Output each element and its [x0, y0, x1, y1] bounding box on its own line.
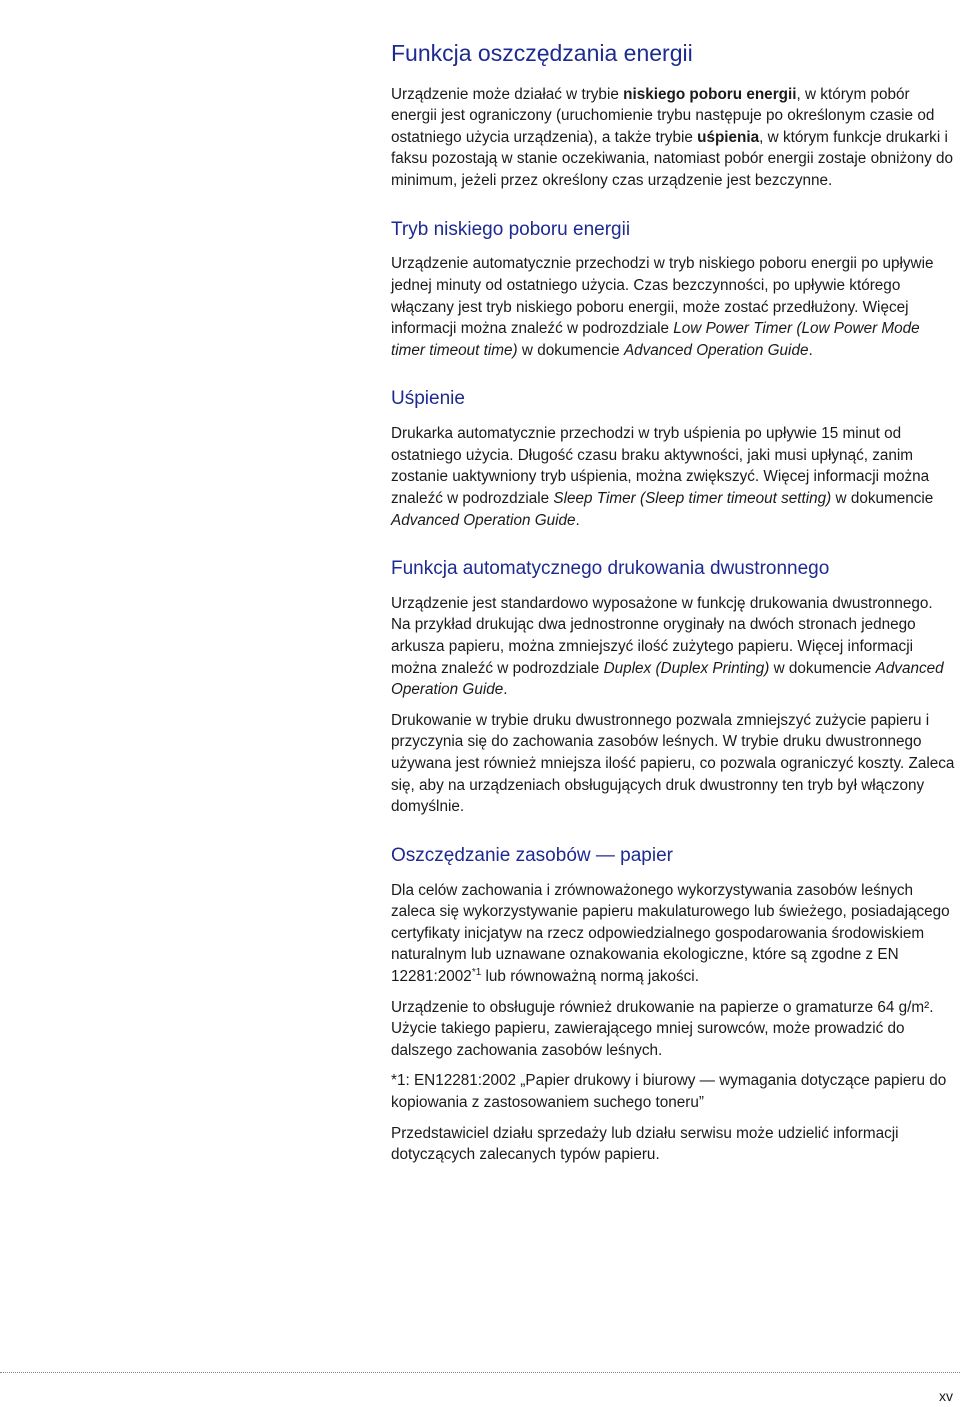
- duplex-text-1: Urządzenie jest standardowo wyposażone w funkcję drukowania dwustronnego. Na przykład drukując dwa jednostronne oryginały na dwóch stronach jednego arkusza papieru, można zmniejszyć ilość zużytego papieru. Więcej informacji można znaleźć w podrozdziale: [391, 594, 933, 677]
- low-power-text-3: .: [808, 341, 813, 359]
- heading-sleep: Uśpienie: [391, 388, 465, 410]
- heading-duplex: Funkcja automatycznego drukowania dwustronnego: [391, 558, 830, 580]
- sleep-ref-title: Sleep Timer (Sleep timer timeout setting): [553, 489, 832, 507]
- low-power-ref-title: Low Power Timer (Low Power Mode timer timeout time): [391, 320, 920, 359]
- sleep-text-1: Drukarka automatycznie przechodzi w tryb uśpienia po upływie 15 minut od ostatniego użycia. Długość czasu braku aktywności, jaki musi upłynąć, zanim zostanie uaktywniony tryb uśpienia, można zwiększyć. Więcej informacji można znaleźć w podrozdziale: [391, 425, 930, 507]
- paper-text-2: lub równoważną normą jakości.: [481, 968, 699, 985]
- intro-bold-low-power: niskiego poboru energii: [623, 85, 797, 103]
- low-power-paragraph: [391, 253, 956, 361]
- footnote-paragraph: *1: EN12281:2002 „Papier drukowy i biurowy — wymagania dotyczące papieru do kopiowania z zastosowaniem suchego toneru”: [391, 1072, 947, 1111]
- intro-paragraph: [391, 84, 956, 192]
- sleep-text-2: w dokumencie: [831, 489, 934, 507]
- low-power-text-1: Urządzenie automatycznie przechodzi w tryb niskiego poboru energii po upływie jednej minuty od ostatniego użycia. Czas bezczynności, po upływie którego włączany jest tryb niskiego poboru energii, może zostać przedłużony. Więcej informacji można znaleźć w podrozdziale: [391, 255, 934, 338]
- paper-text-1: Dla celów zachowania i zrównoważonego wykorzystywania zasobów leśnych zaleca się wykorzystywanie papieru makulaturowego lub świeżego, posiadającego certyfikaty inicjatyw na rzecz odpowiedzialnego gospodarowania środowiskiem naturalnym lub uznawane oznakowania ekologiczne, które są zgodne z EN 12281:2002: [391, 881, 950, 985]
- low-power-ref-guide: Advanced Operation Guide: [623, 341, 809, 359]
- duplex-paragraph-2: Drukowanie w trybie druku dwustronnego pozwala zmniejszyć zużycie papieru i przyczynia się do zachowania zasobów leśnych. W trybie druku dwustronnego używana jest również mniejsza ilość papieru, co pozwala ograniczyć koszty. Zaleca się, aby na urządzeniach obsługujących druk dwustronny ten tryb był włączony domyślnie.: [391, 711, 955, 816]
- footer-divider: [0, 1372, 960, 1373]
- intro-text-3: , w którym funkcje drukarki i faksu pozostają w stanie oczekiwania, natomiast pobór energii zostaje obniżony do minimum, jeżeli przez określony czas urządzenie jest bezczynne.: [391, 128, 954, 189]
- intro-text-2: , w którym pobór energii jest ograniczony (uruchomienie trybu następuje po określonym czasie od ostatniego użycia urządzenia), a także trybie: [391, 85, 935, 146]
- duplex-text-2: w dokumencie: [769, 659, 876, 677]
- sleep-ref-guide: Advanced Operation Guide: [391, 511, 576, 529]
- heading-paper: Oszczędzanie zasobów — papier: [391, 844, 673, 866]
- sleep-text-3: .: [575, 511, 580, 529]
- document-body: [391, 40, 956, 1166]
- paper-paragraph-1: [391, 880, 956, 988]
- duplex-ref-guide: Advanced Operation Guide: [391, 659, 944, 699]
- page-title: Funkcja oszczędzania energii: [391, 40, 693, 66]
- footnote-marker: *1: [471, 966, 482, 978]
- paper-paragraph-2: Urządzenie to obsługuje również drukowanie na papierze o gramaturze 64 g/m². Użycie takiego papieru, zawierającego mniej surowców, może prowadzić do dalszego zachowania zasobów leśnych.: [391, 998, 934, 1059]
- intro-text-1: Urządzenie może działać w trybie: [391, 85, 624, 103]
- page-number: xv: [939, 1388, 953, 1404]
- duplex-ref-title: Duplex (Duplex Printing): [603, 659, 770, 677]
- intro-bold-sleep: uśpienia: [697, 128, 760, 146]
- sleep-paragraph: [391, 423, 956, 531]
- duplex-paragraph-1: [391, 593, 956, 701]
- heading-low-power: Tryb niskiego poboru energii: [391, 218, 631, 240]
- low-power-text-2: w dokumencie: [517, 341, 624, 359]
- paper-paragraph-4: Przedstawiciel działu sprzedaży lub działu serwisu może udzielić informacji dotyczących zalecanych typów papieru.: [391, 1124, 899, 1164]
- duplex-text-3: .: [503, 681, 508, 699]
